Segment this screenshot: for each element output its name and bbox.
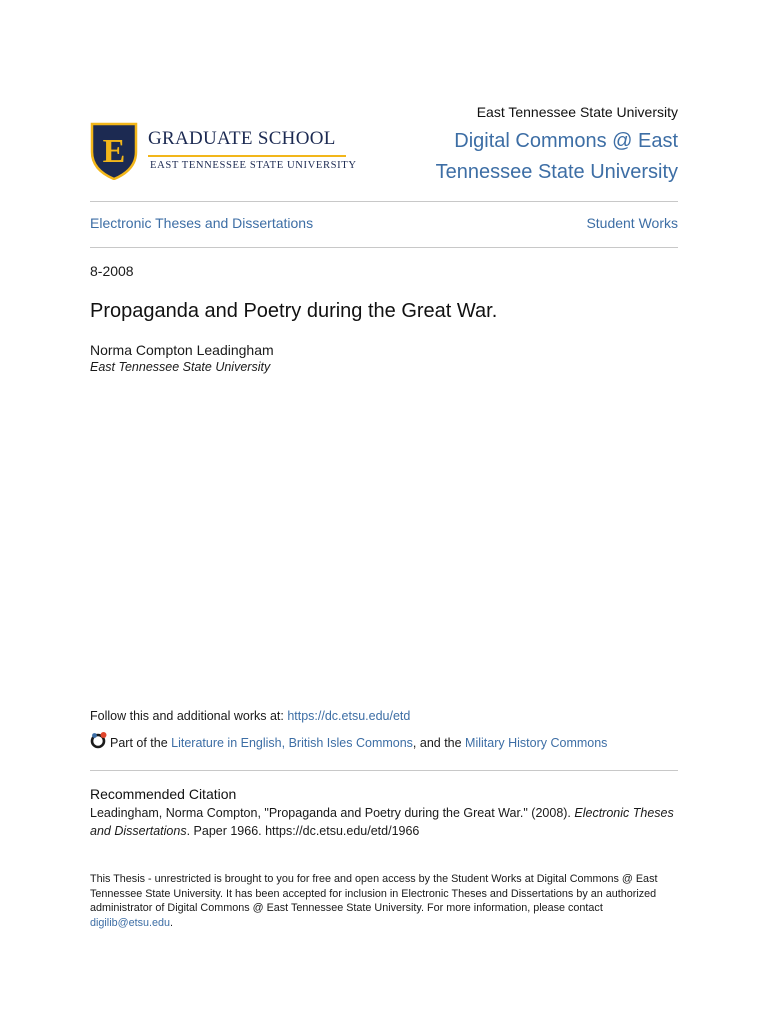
literature-commons-link[interactable]: Literature in English, British Isles Commons — [171, 736, 413, 750]
follow-line — [90, 709, 410, 723]
logo-title: GRADUATE SCHOOL — [148, 125, 346, 157]
part-of-text — [110, 736, 607, 750]
citation-heading: Recommended Citation — [90, 786, 237, 802]
graduate-school-logo[interactable] — [90, 122, 357, 182]
military-history-commons-link[interactable]: Military History Commons — [465, 736, 608, 750]
citation-text — [90, 805, 680, 840]
parent-collection-link[interactable]: Student Works — [586, 215, 678, 231]
cover-header — [90, 100, 678, 190]
notice-text: This Thesis - unrestricted is brought to you for free and open access by the Student Works at Digital Commons @ East Tennessee State University. It has been accepted for inclusion in Electronic Theses and Dissertations by an authorized administrator of Digital Commons @ East Tennessee State University. For more information, please contact — [90, 873, 658, 915]
divider — [90, 770, 678, 771]
citation-series: Electronic Theses and Dissertations — [90, 806, 674, 838]
notice-end: . — [170, 917, 173, 930]
publication-date: 8-2008 — [90, 263, 134, 279]
institution-name: East Tennessee State University — [476, 104, 678, 120]
etsu-shield-icon — [90, 122, 138, 180]
citation-tail: . Paper 1966. https://dc.etsu.edu/etd/1966 — [186, 823, 420, 838]
repository-link[interactable]: Digital Commons @ East Tennessee State University — [435, 130, 678, 183]
collection-nav — [90, 201, 678, 248]
author-name: Norma Compton Leadingham — [90, 342, 274, 358]
commons-network-icon — [90, 731, 108, 749]
access-notice — [90, 872, 670, 931]
follow-prefix: Follow this and additional works at: — [90, 709, 288, 723]
collection-link[interactable]: Electronic Theses and Dissertations — [90, 215, 314, 231]
document-title: Propaganda and Poetry during the Great War. — [90, 300, 498, 322]
citation-main: Leadingham, Norma Compton, "Propaganda and Poetry during the Great War." (2008). — [90, 806, 575, 820]
part-of-middle: , and the — [412, 736, 466, 750]
author-affiliation: East Tennessee State University — [90, 360, 271, 374]
part-of-prefix: Part of the — [110, 736, 172, 750]
contact-email-link[interactable]: digilib@etsu.edu — [90, 917, 170, 930]
shield-letter: E — [102, 133, 126, 170]
logo-subtitle: EAST TENNESSEE STATE UNIVERSITY — [150, 160, 357, 171]
follow-url-link[interactable]: https://dc.etsu.edu/etd — [287, 709, 411, 723]
